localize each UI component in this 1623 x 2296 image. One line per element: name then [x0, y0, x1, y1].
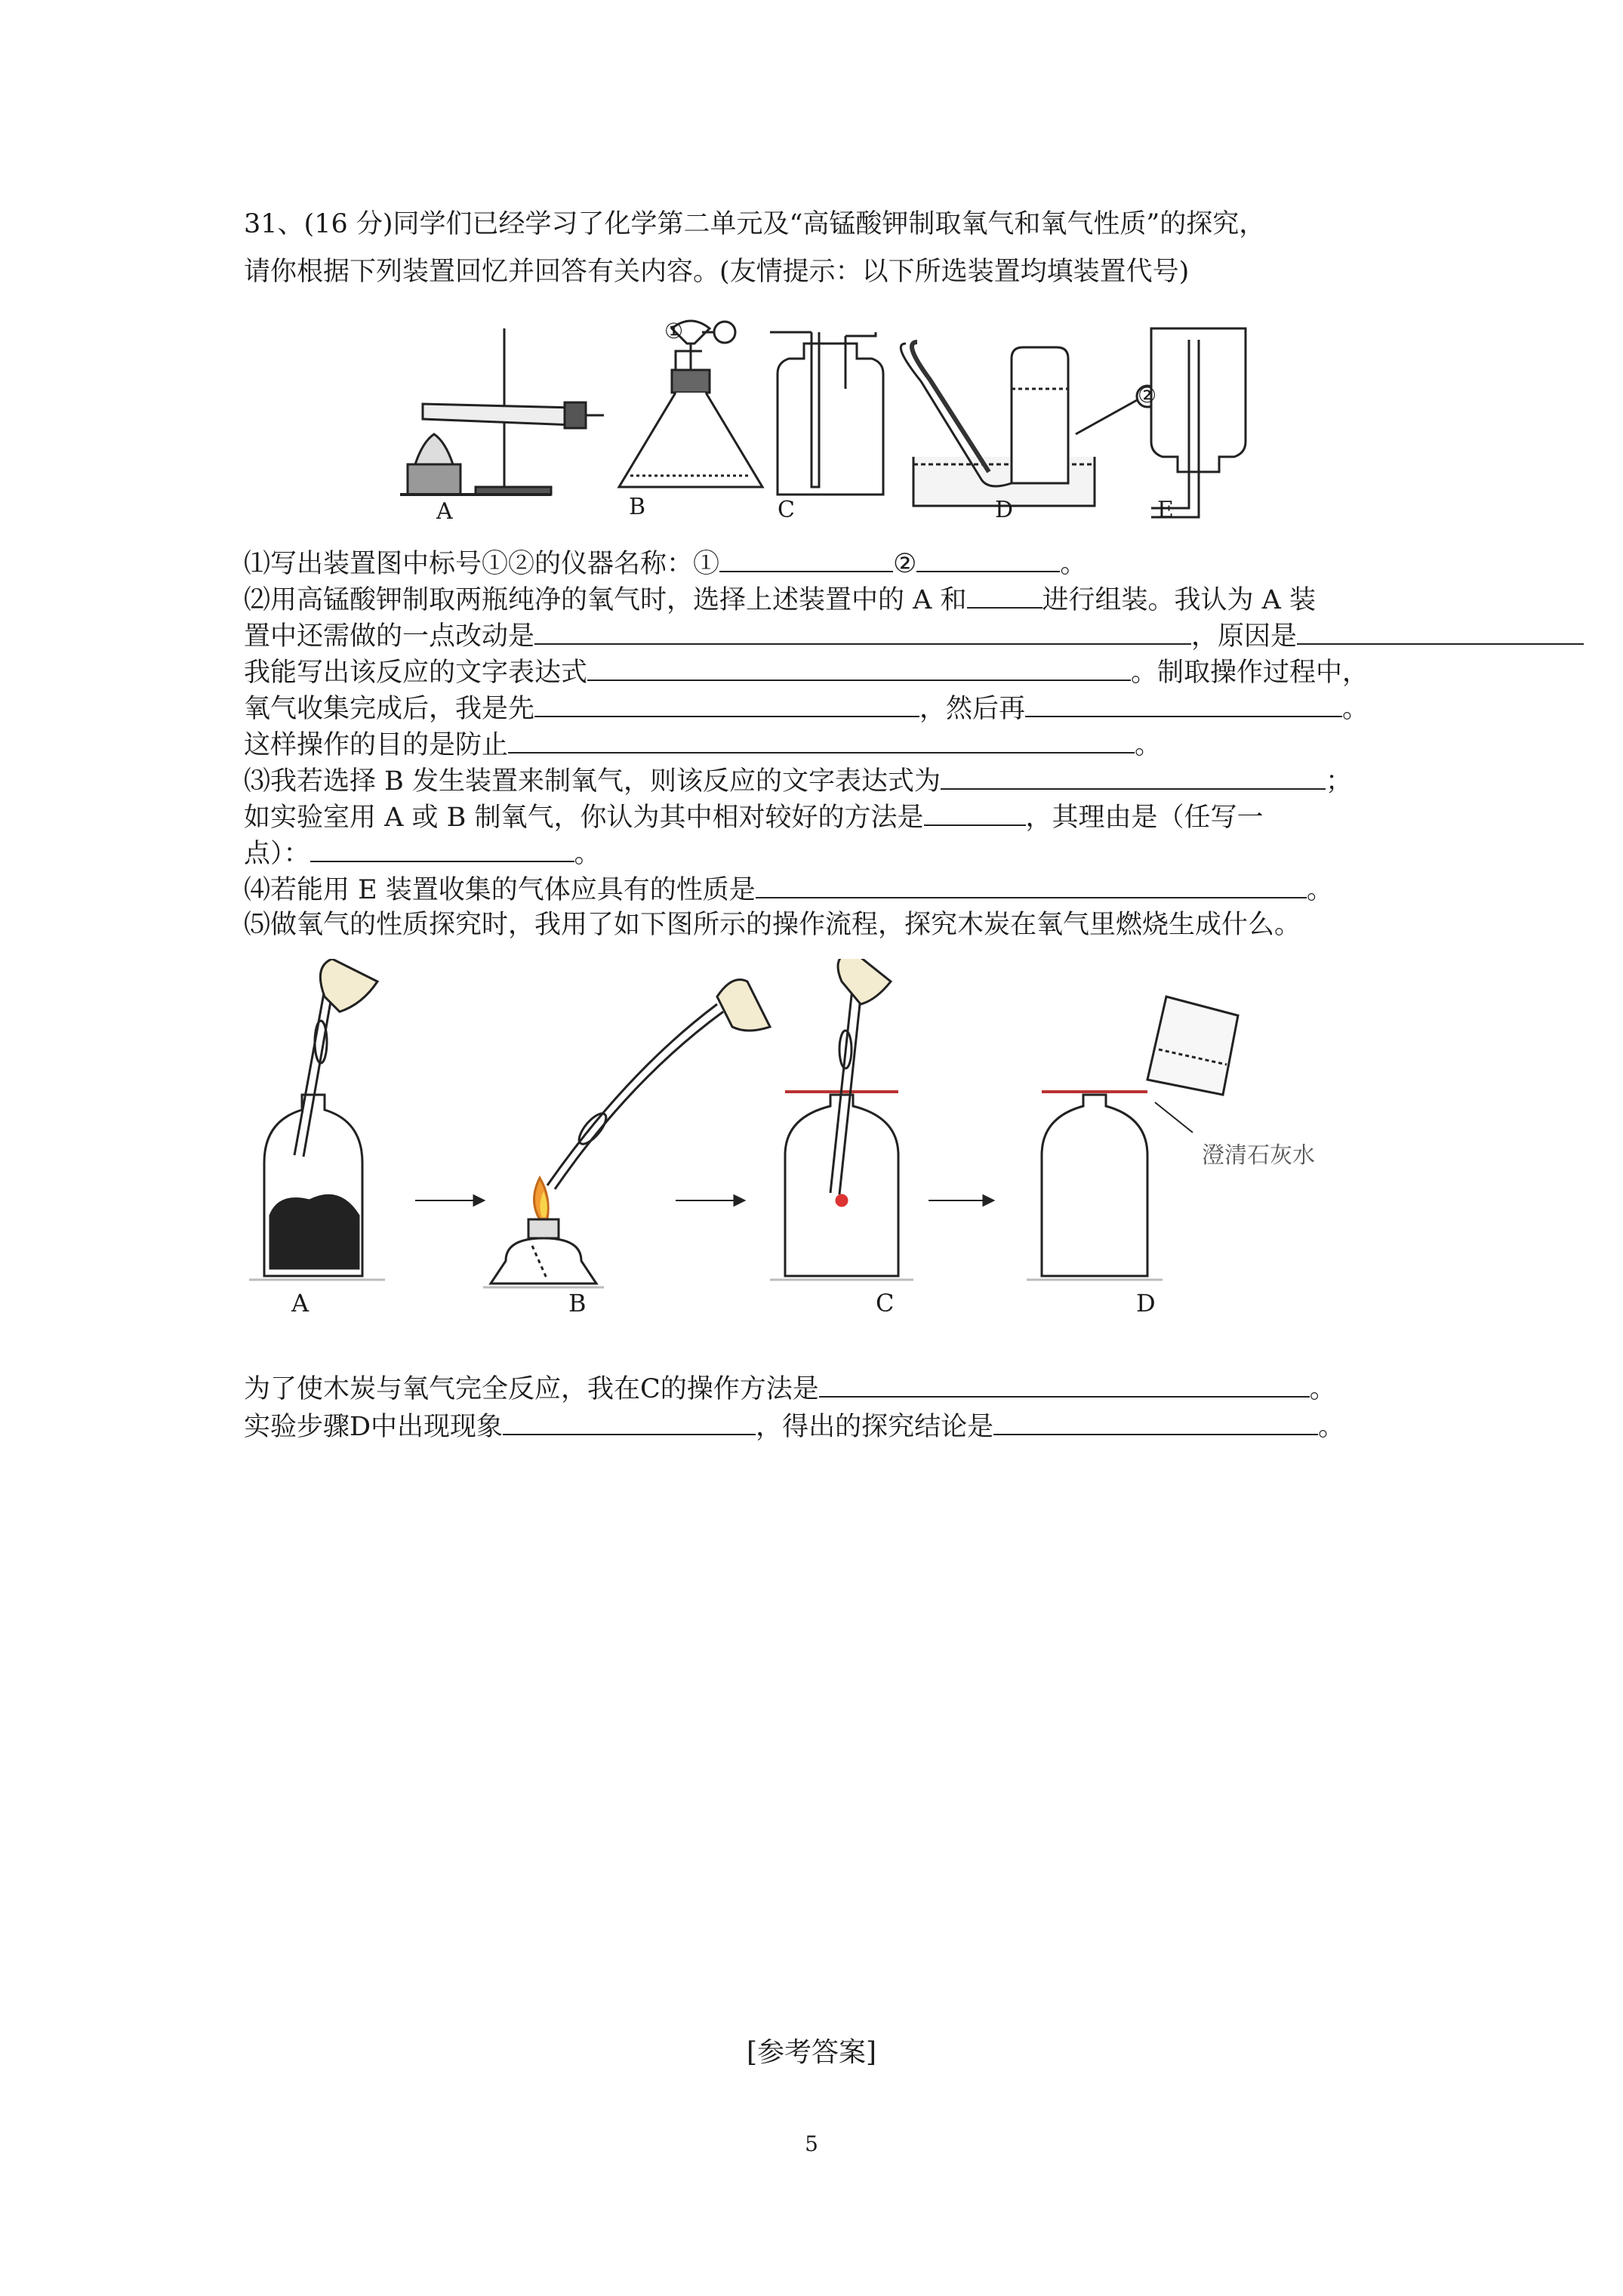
process-b-drawing [483, 980, 770, 1288]
answer-blank-11[interactable] [924, 797, 1026, 826]
answer-blank-3[interactable] [967, 580, 1042, 609]
apparatus-label-b: B [629, 494, 646, 520]
apparatus-label-a: A [436, 498, 453, 525]
answer-blank-12[interactable] [310, 834, 574, 862]
answer-blank-2[interactable] [916, 544, 1060, 572]
process-c-drawing [770, 959, 913, 1280]
apparatus-label-d: D [995, 497, 1014, 523]
process-a-drawing [249, 959, 385, 1280]
apparatus-label-c: C [778, 497, 795, 523]
limewater-label: 澄清石灰水 [1202, 1142, 1315, 1169]
answer-blank-16[interactable] [993, 1407, 1318, 1435]
apparatus-c-drawing [770, 332, 883, 495]
apparatus-b-drawing [619, 321, 762, 487]
question-2-line2: 置中还需做的一点改动是 ，原因是 [244, 616, 1584, 655]
answer-blank-10[interactable] [941, 761, 1326, 790]
question-3-line3: 点）： 。 [244, 834, 601, 873]
answer-blank-7[interactable] [534, 689, 919, 717]
question-3-line2: 如实验室用 A 或 B 制氧气，你认为其中相对较好的方法是 ，其理由是（任写一 [244, 797, 1264, 837]
answer-blank-4[interactable] [534, 616, 1191, 645]
followup-line2: 实验步骤D中出现现象 ，得出的探究结论是 。 [244, 1407, 1344, 1446]
question-2-line3: 我能写出该反应的文字表达式 。制取操作过程中， [244, 652, 1369, 692]
apparatus-d-drawing [901, 342, 1158, 506]
marker-1: ① [664, 319, 684, 344]
question-4: ⑷若能用 E 装置收集的气体应具有的性质是 。 [244, 870, 1333, 909]
marker-2: ② [1138, 383, 1157, 408]
answer-blank-14[interactable] [819, 1369, 1310, 1398]
apparatus-a-drawing [400, 328, 604, 495]
question-title-line1: 31、(16 分)同学们已经学习了化学第二单元及“高锰酸钾制取氧气和氧气性质”的探究， [244, 209, 1266, 239]
answer-blank-5[interactable] [1297, 616, 1584, 645]
question-5: ⑸做氧气的性质探究时，我用了如下图所示的操作流程，探究木炭在氧气里燃烧生成什么。 [244, 910, 1301, 940]
answer-blank-13[interactable] [756, 870, 1307, 898]
question-2-line5: 这样操作的目的是防止 。 [244, 725, 1161, 764]
apparatus-figure [393, 313, 1298, 525]
answer-blank-1[interactable] [719, 544, 893, 572]
page-number: 5 [805, 2131, 818, 2156]
apparatus-label-e: E [1157, 497, 1174, 523]
answer-heading: [参考答案] [746, 2037, 877, 2068]
answer-blank-6[interactable] [587, 652, 1131, 681]
process-label-b: B [568, 1289, 587, 1318]
question-title-line2: 请你根据下列装置回忆并回答有关内容。(友情提示：以下所选装置均填装置代号) [244, 257, 1190, 287]
answer-blank-9[interactable] [508, 725, 1135, 754]
answer-blank-15[interactable] [503, 1407, 756, 1435]
question-2-line4: 氧气收集完成后，我是先 ，然后再 。 [244, 689, 1369, 728]
process-label-d: D [1136, 1289, 1156, 1318]
apparatus-e-drawing [1151, 328, 1246, 517]
followup-line1: 为了使木炭与氧气完全反应，我在C的操作方法是 。 [244, 1369, 1336, 1408]
question-1: ⑴写出装置图中标号①②的仪器名称：① ② 。 [244, 544, 1086, 583]
process-label-a: A [291, 1289, 310, 1318]
process-label-c: C [876, 1289, 895, 1318]
question-2-line1: ⑵用高锰酸钾制取两瓶纯净的氧气时，选择上述装置中的 A 和 进行组装。我认为 A 装 [244, 580, 1316, 619]
question-3-line1: ⑶我若选择 B 发生装置来制氧气，则该反应的文字表达式为 ； [244, 761, 1352, 800]
answer-blank-8[interactable] [1025, 689, 1342, 717]
